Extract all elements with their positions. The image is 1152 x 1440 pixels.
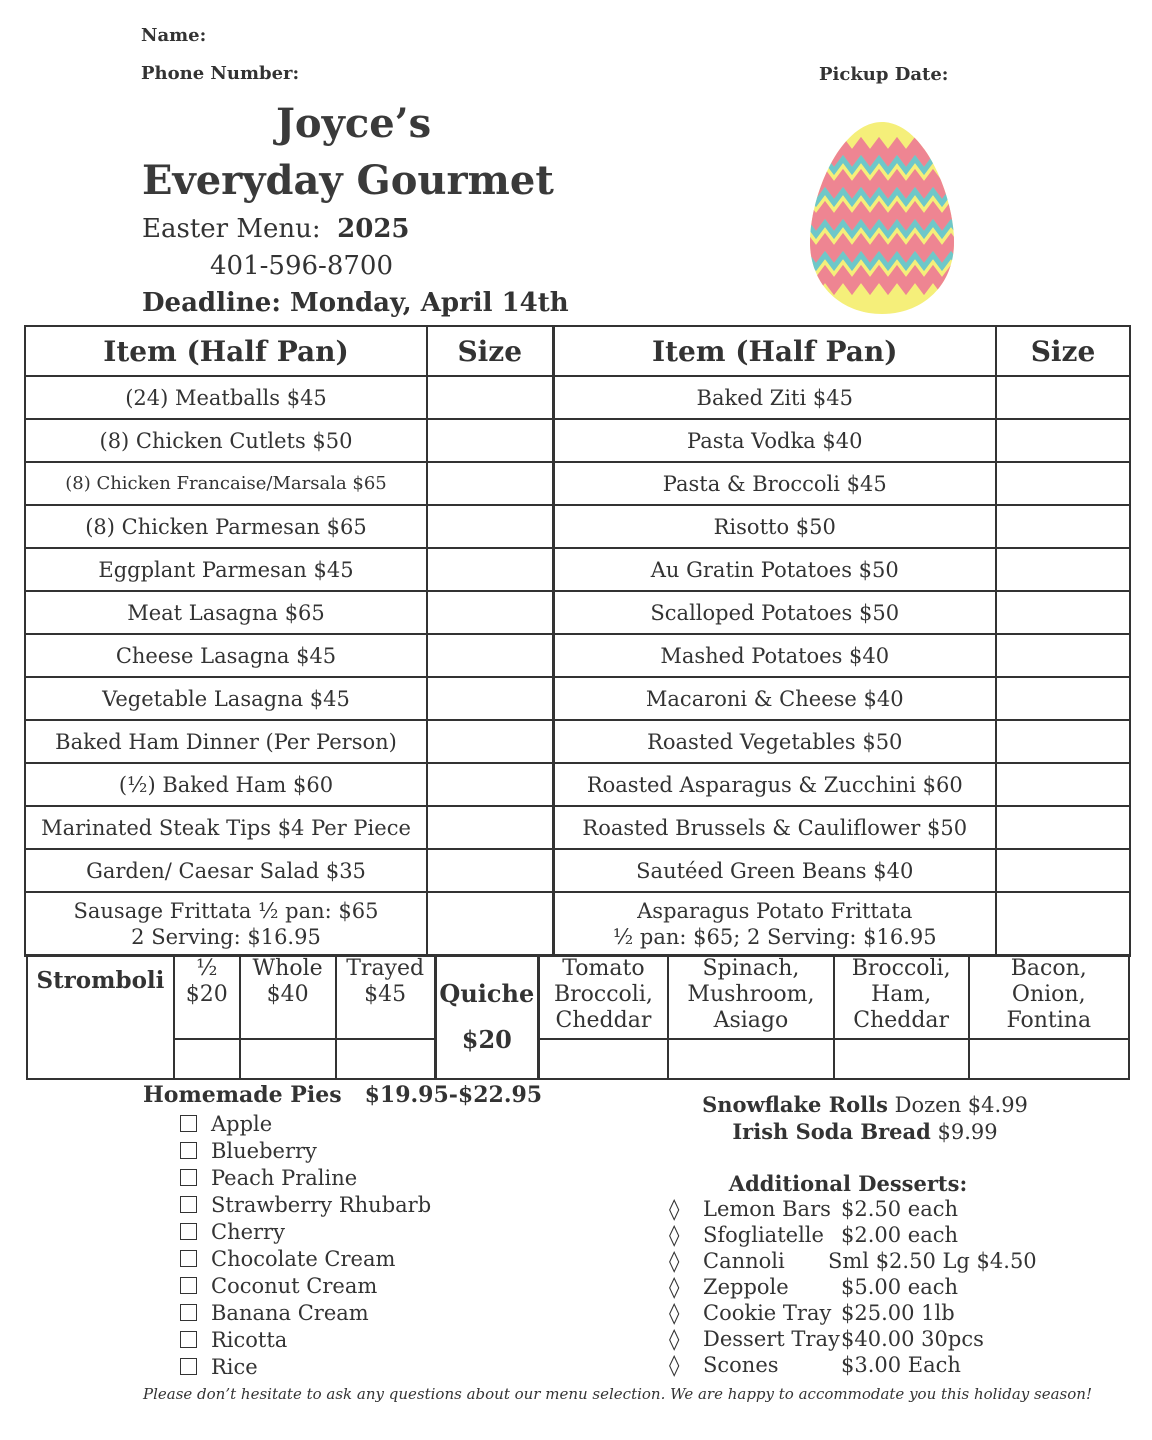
size-cell[interactable] xyxy=(427,548,553,591)
pie-name: Apple xyxy=(211,1111,273,1136)
item-cell: (8) Chicken Francaise/Marsala $65 xyxy=(25,462,427,505)
item-cell: Garden/ Caesar Salad $35 xyxy=(25,849,427,892)
quiche-option xyxy=(834,955,969,1039)
list-item xyxy=(669,1275,1029,1301)
menu-table xyxy=(24,325,1131,957)
option-line: Mushroom, xyxy=(687,982,815,1007)
size-cell[interactable] xyxy=(427,892,553,956)
option-line: ½ xyxy=(196,956,218,981)
checkbox[interactable] xyxy=(180,1358,197,1375)
list-item[interactable] xyxy=(180,1110,431,1137)
soda-price: $9.99 xyxy=(937,1120,998,1144)
item-cell: Eggplant Parmesan $45 xyxy=(25,548,427,591)
table-row xyxy=(25,505,1130,548)
item-line: ½ pan: $65; 2 Serving: $16.95 xyxy=(612,925,937,949)
irish-soda-bread xyxy=(690,1119,1040,1144)
checkbox[interactable] xyxy=(180,1142,197,1159)
pie-name: Banana Cream xyxy=(211,1300,369,1325)
size-cell[interactable] xyxy=(996,720,1130,763)
menu-label: Easter Menu: xyxy=(142,214,321,244)
item-cell: Sautéed Green Beans $40 xyxy=(553,849,996,892)
stromboli-label: Stromboli xyxy=(27,955,174,1079)
size-cell[interactable] xyxy=(427,634,553,677)
size-cell[interactable] xyxy=(427,505,553,548)
size-cell[interactable] xyxy=(996,763,1130,806)
checkbox[interactable] xyxy=(180,1169,197,1186)
item-line: Sausage Frittata ½ pan: $65 xyxy=(73,899,379,923)
name-label: Name: xyxy=(141,25,207,46)
list-item xyxy=(669,1327,1029,1353)
option-line: Tomato xyxy=(562,956,645,981)
item-cell: Macaroni & Cheese $40 xyxy=(553,677,996,720)
stromboli-qty-cell[interactable] xyxy=(174,1039,240,1079)
option-line: Onion, xyxy=(1011,982,1086,1007)
deadline: Deadline: Monday, April 14th xyxy=(142,288,569,318)
option-price: $40 xyxy=(266,982,309,1007)
item-cell: Meat Lasagna $65 xyxy=(25,591,427,634)
quiche-option xyxy=(969,955,1129,1039)
diamond-bullet-icon: ◊ xyxy=(669,1327,680,1351)
diamond-bullet-icon: ◊ xyxy=(669,1301,680,1325)
diamond-bullet-icon: ◊ xyxy=(669,1197,680,1221)
size-cell[interactable] xyxy=(427,849,553,892)
pies-heading xyxy=(143,1082,542,1108)
list-item xyxy=(669,1301,1029,1327)
option-line: Asiago xyxy=(713,1008,789,1033)
item-cell: Mashed Potatoes $40 xyxy=(553,634,996,677)
menu-table-header xyxy=(25,326,1130,376)
size-cell[interactable] xyxy=(427,677,553,720)
phone: 401-596-8700 xyxy=(210,251,393,281)
rolls-name: Snowflake Rolls xyxy=(702,1092,888,1117)
list-item[interactable] xyxy=(180,1299,431,1326)
rolls-price: Dozen $4.99 xyxy=(894,1093,1028,1117)
table-row xyxy=(25,634,1130,677)
quiche-option xyxy=(668,955,834,1039)
table-row xyxy=(25,806,1130,849)
dessert-name: Sfogliatelle xyxy=(703,1223,824,1247)
dessert-price: $2.00 each xyxy=(841,1223,959,1247)
item-cell: Cheese Lasagna $45 xyxy=(25,634,427,677)
easter-egg-icon xyxy=(808,120,956,316)
phone-number-label: Phone Number: xyxy=(141,63,300,84)
quiche-label-cell xyxy=(435,955,538,1079)
item-cell: (24) Meatballs $45 xyxy=(25,376,427,419)
size-cell[interactable] xyxy=(996,892,1130,956)
stromboli-option xyxy=(336,955,436,1039)
size-cell[interactable] xyxy=(427,419,553,462)
table-row xyxy=(25,591,1130,634)
item-line: Asparagus Potato Frittata xyxy=(637,899,913,923)
list-item[interactable] xyxy=(180,1218,431,1245)
snowflake-rolls xyxy=(690,1092,1040,1117)
size-cell[interactable] xyxy=(996,548,1130,591)
option-price: $20 xyxy=(185,982,228,1007)
stromboli-quiche-table xyxy=(26,954,1130,1080)
dessert-price: $3.00 Each xyxy=(841,1353,961,1377)
dessert-price: $40.00 30pcs xyxy=(841,1327,984,1351)
diamond-bullet-icon: ◊ xyxy=(669,1249,680,1273)
item-cell: Baked Ham Dinner (Per Person) xyxy=(25,720,427,763)
item-header-right: Item (Half Pan) xyxy=(553,326,996,376)
title-line-2: Everyday Gourmet xyxy=(142,157,554,204)
list-item[interactable] xyxy=(180,1191,431,1218)
size-cell[interactable] xyxy=(427,763,553,806)
pie-name: Ricotta xyxy=(211,1327,288,1352)
desserts-list xyxy=(669,1197,1037,1379)
option-line: Ham, xyxy=(871,982,932,1007)
table-row xyxy=(25,892,1130,956)
dessert-name: Scones xyxy=(703,1353,779,1377)
option-price: $45 xyxy=(364,982,407,1007)
pie-name: Rice xyxy=(211,1354,258,1379)
item-cell: Vegetable Lasagna $45 xyxy=(25,677,427,720)
option-line: Bacon, xyxy=(1010,956,1087,981)
list-item[interactable] xyxy=(180,1245,431,1272)
egg-zigzag-band xyxy=(808,274,956,286)
list-item xyxy=(669,1249,1037,1275)
item-cell: Marinated Steak Tips $4 Per Piece xyxy=(25,806,427,849)
dessert-name: Cannoli xyxy=(703,1249,785,1273)
option-line: Cheddar xyxy=(853,1008,950,1033)
item-cell: Au Gratin Potatoes $50 xyxy=(553,548,996,591)
diamond-bullet-icon: ◊ xyxy=(669,1223,680,1247)
table-row xyxy=(25,720,1130,763)
pies-list xyxy=(180,1110,431,1380)
list-item[interactable] xyxy=(180,1353,431,1380)
stromboli-qty-cell[interactable] xyxy=(240,1039,336,1079)
quiche-price: $20 xyxy=(461,1025,512,1054)
size-cell[interactable] xyxy=(996,462,1130,505)
size-cell[interactable] xyxy=(996,849,1130,892)
quiche-label: Quiche xyxy=(439,979,535,1008)
size-cell[interactable] xyxy=(996,376,1130,419)
list-item[interactable] xyxy=(180,1326,431,1353)
egg-zigzag-band xyxy=(808,146,956,158)
item-cell: (8) Chicken Parmesan $65 xyxy=(25,505,427,548)
dessert-price: $25.00 1lb xyxy=(841,1301,955,1325)
stromboli-qty-cell[interactable] xyxy=(336,1039,436,1079)
easter-menu-line xyxy=(142,214,410,244)
table-row xyxy=(25,677,1130,720)
table-row xyxy=(25,376,1130,419)
item-cell: Pasta & Broccoli $45 xyxy=(553,462,996,505)
size-cell[interactable] xyxy=(996,591,1130,634)
size-cell[interactable] xyxy=(427,720,553,763)
pies-title: Homemade Pies xyxy=(143,1082,342,1108)
item-line: 2 Serving: $16.95 xyxy=(131,925,321,949)
pickup-date-label: Pickup Date: xyxy=(819,64,949,85)
quiche-qty-cell[interactable] xyxy=(668,1039,834,1079)
pie-name: Peach Praline xyxy=(211,1165,358,1190)
option-line: Whole xyxy=(252,956,323,981)
list-item[interactable] xyxy=(180,1272,431,1299)
option-line: Cheddar xyxy=(555,1008,652,1033)
pie-name: Chocolate Cream xyxy=(211,1246,396,1271)
stromboli-option xyxy=(174,955,240,1039)
pie-name: Strawberry Rhubarb xyxy=(211,1192,432,1217)
size-cell[interactable] xyxy=(427,591,553,634)
menu-year: 2025 xyxy=(337,214,410,244)
list-item xyxy=(669,1223,1029,1249)
checkbox[interactable] xyxy=(180,1196,197,1213)
list-item[interactable] xyxy=(180,1137,431,1164)
list-item xyxy=(669,1353,1029,1379)
quiche-qty-cell[interactable] xyxy=(834,1039,969,1079)
diamond-bullet-icon: ◊ xyxy=(669,1353,680,1377)
size-cell[interactable] xyxy=(427,462,553,505)
size-cell[interactable] xyxy=(996,419,1130,462)
table-row xyxy=(25,849,1130,892)
checkbox[interactable] xyxy=(180,1331,197,1348)
quiche-option xyxy=(538,955,668,1039)
dessert-price: Sml $2.50 Lg $4.50 xyxy=(828,1249,1037,1273)
table-row xyxy=(25,462,1130,505)
dessert-name: Zeppole xyxy=(703,1275,789,1299)
item-cell: (8) Chicken Cutlets $50 xyxy=(25,419,427,462)
item-cell xyxy=(25,892,427,956)
item-cell: Roasted Vegetables $50 xyxy=(553,720,996,763)
stromboli-option xyxy=(240,955,336,1039)
item-header-left: Item (Half Pan) xyxy=(25,326,427,376)
checkbox[interactable] xyxy=(180,1277,197,1294)
dessert-name: Cookie Tray xyxy=(703,1301,832,1325)
quiche-qty-cell[interactable] xyxy=(969,1039,1129,1079)
soda-name: Irish Soda Bread xyxy=(732,1119,931,1144)
pie-name: Blueberry xyxy=(211,1138,317,1163)
option-line: Trayed xyxy=(346,956,425,981)
dessert-name: Lemon Bars xyxy=(703,1197,831,1221)
table-row xyxy=(25,763,1130,806)
option-line: Broccoli, xyxy=(851,956,951,981)
diamond-bullet-icon: ◊ xyxy=(669,1275,680,1299)
dessert-price: $5.00 each xyxy=(841,1275,959,1299)
list-item[interactable] xyxy=(180,1164,431,1191)
size-cell[interactable] xyxy=(996,505,1130,548)
option-line: Broccoli, xyxy=(553,982,653,1007)
checkbox[interactable] xyxy=(180,1223,197,1240)
list-item xyxy=(669,1197,1029,1223)
size-cell[interactable] xyxy=(427,806,553,849)
pies-price: $19.95-$22.95 xyxy=(364,1082,543,1108)
size-cell[interactable] xyxy=(427,376,553,419)
item-cell: Scalloped Potatoes $50 xyxy=(553,591,996,634)
item-cell: Roasted Brussels & Cauliflower $50 xyxy=(553,806,996,849)
size-header-left: Size xyxy=(427,326,553,376)
table-row xyxy=(25,548,1130,591)
size-cell[interactable] xyxy=(996,806,1130,849)
item-cell: Roasted Asparagus & Zucchini $60 xyxy=(553,763,996,806)
option-line: Spinach, xyxy=(702,956,800,981)
item-cell: (½) Baked Ham $60 xyxy=(25,763,427,806)
dessert-price: $2.50 each xyxy=(841,1197,959,1221)
table-row xyxy=(25,419,1130,462)
checkbox[interactable] xyxy=(180,1250,197,1267)
size-cell[interactable] xyxy=(996,677,1130,720)
dessert-name: Dessert Tray xyxy=(703,1327,840,1351)
title-line-1: Joyce’s xyxy=(276,100,432,147)
desserts-title: Additional Desserts: xyxy=(728,1171,968,1196)
item-cell: Baked Ziti $45 xyxy=(553,376,996,419)
option-line: Fontina xyxy=(1006,1008,1092,1033)
quiche-qty-cell[interactable] xyxy=(538,1039,668,1079)
item-cell: Pasta Vodka $40 xyxy=(553,419,996,462)
item-cell: Risotto $50 xyxy=(553,505,996,548)
item-cell xyxy=(553,892,996,956)
pie-name: Cherry xyxy=(211,1219,285,1244)
size-cell[interactable] xyxy=(996,634,1130,677)
footer-note: Please don’t hesitate to ask any questions about our menu selection. We are happy to accommodate you this holiday season! xyxy=(143,1385,1092,1403)
checkbox[interactable] xyxy=(180,1115,197,1132)
checkbox[interactable] xyxy=(180,1304,197,1321)
size-header-right: Size xyxy=(996,326,1130,376)
pie-name: Coconut Cream xyxy=(211,1273,378,1298)
